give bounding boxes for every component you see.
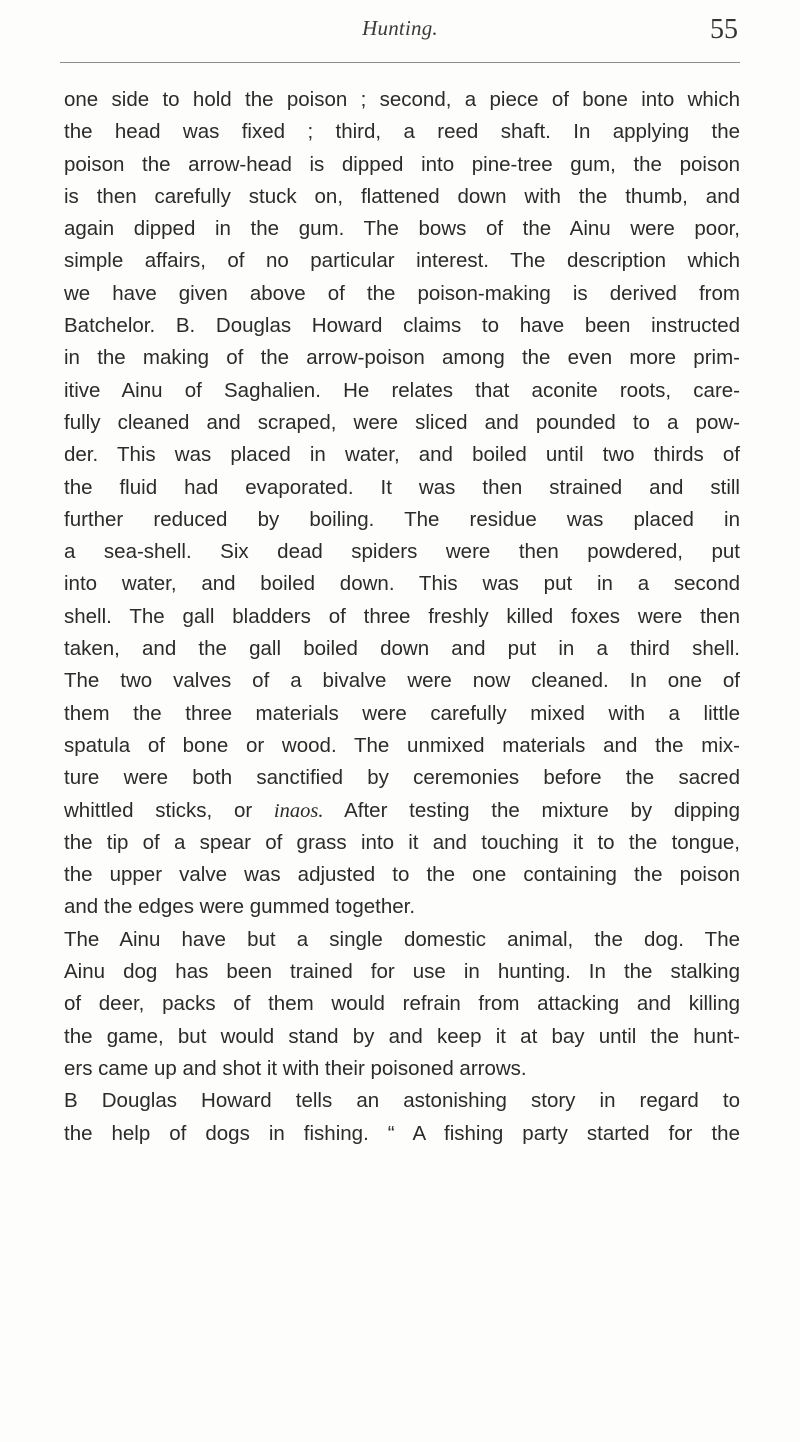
text-line: Batchelor. B. Douglas Howard claims to have been instructed <box>64 314 740 338</box>
text-line: further reduced by boiling. The residue was placed in <box>64 507 740 531</box>
text-line: the head was fixed ; third, a reed shaft. In applying the <box>64 120 740 144</box>
text-line: itive Ainu of Saghalien. He relates that aconite roots, care- <box>64 378 740 402</box>
running-head <box>60 14 740 62</box>
text-line: spatula of bone or wood. The unmixed materials and the mix- <box>64 733 740 757</box>
text-line: the game, but would stand by and keep it at bay until the hunt- <box>64 1024 740 1048</box>
text-line: of deer, packs of them would refrain from attacking and killing <box>64 992 740 1016</box>
page-number: 55 <box>710 14 738 45</box>
running-title: Hunting. <box>362 16 438 40</box>
text-line: is then carefully stuck on, flattened down with the thumb, and <box>64 184 740 208</box>
text-line-with-italic <box>64 795 740 827</box>
text-line: simple affairs, of no particular interest. The description which <box>64 249 740 273</box>
body-text <box>64 84 740 1150</box>
inaos-line-after: After testing the mixture by dipping <box>323 798 740 822</box>
text-line: Ainu dog has been trained for use in hunting. In the stalking <box>64 960 740 984</box>
text-line: taken, and the gall boiled down and put in a third shell. <box>64 637 740 661</box>
text-line: The two valves of a bivalve were now cleaned. In one of <box>64 669 740 693</box>
text-line: we have given above of the poison-making is derived from <box>64 281 740 305</box>
text-line: ers came up and shot it with their poisoned arrows. <box>64 1056 527 1080</box>
inaos-line-before: whittled sticks, or <box>64 798 274 822</box>
text-line: poison the arrow-head is dipped into pine-tree gum, the poison <box>64 152 740 176</box>
text-line: again dipped in the gum. The bows of the Ainu were poor, <box>64 217 740 241</box>
text-line: a sea-shell. Six dead spiders were then powdered, put <box>64 540 740 564</box>
text-line: shell. The gall bladders of three freshly killed foxes were then <box>64 604 740 628</box>
text-line: the upper valve was adjusted to the one containing the poison <box>64 863 740 887</box>
text-line: fully cleaned and scraped, were sliced and pounded to a pow- <box>64 410 740 434</box>
paragraph-start-line: The Ainu have but a single domestic animal, the dog. The <box>64 927 740 951</box>
inaos-italic-term: inaos. <box>273 799 324 822</box>
text-line: der. This was placed in water, and boiled until two thirds of <box>64 443 740 467</box>
text-line: and the edges were gummed together. <box>64 895 416 919</box>
text-line: into water, and boiled down. This was put in a second <box>64 572 740 596</box>
paragraph-start-line: B Douglas Howard tells an astonishing story in regard to <box>64 1089 740 1113</box>
text-line: in the making of the arrow-poison among the even more prim- <box>64 346 740 370</box>
text-line: the tip of a spear of grass into it and touching it to the tongue, <box>64 830 740 854</box>
header-rule <box>60 62 740 63</box>
text-line: the fluid had evaporated. It was then strained and still <box>64 475 740 499</box>
text-line: one side to hold the poison ; second, a piece of bone into which <box>64 88 740 111</box>
text-line: the help of dogs in fishing. “ A fishing party started for the <box>64 1121 740 1145</box>
text-line: them the three materials were carefully mixed with a little <box>64 701 740 725</box>
text-line: ture were both sanctified by ceremonies before the sacred <box>64 766 740 790</box>
